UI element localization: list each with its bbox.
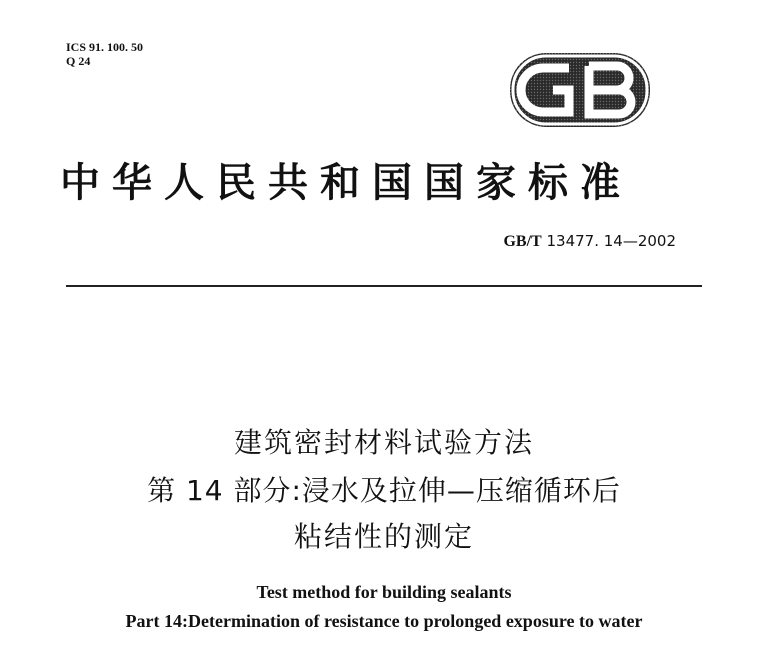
chinese-title-line-2: 第 14 部分:浸水及拉伸—压缩循环后 — [147, 474, 621, 507]
standard-number-value: 13477. 14—2002 — [546, 232, 676, 250]
ics-code: ICS 91. 100. 50 — [66, 40, 144, 54]
standard-body-title: 中华人民共和国国家标准 — [60, 159, 632, 206]
classification-codes — [66, 40, 143, 68]
english-title-line-2: Part 14:Determination of resistance to prolonged exposure to water — [125, 611, 643, 631]
header-divider — [66, 285, 702, 287]
standard-number — [503, 232, 676, 251]
chinese-title-line-3: 粘结性的测定 — [293, 520, 474, 553]
standard-number-prefix: GB/T — [503, 233, 542, 250]
english-title-line-1: Test method for building sealants — [256, 582, 512, 602]
ccs-code: Q 24 — [66, 54, 91, 68]
chinese-title-line-1: 建筑密封材料试验方法 — [233, 426, 534, 459]
gb-logo — [509, 52, 651, 128]
